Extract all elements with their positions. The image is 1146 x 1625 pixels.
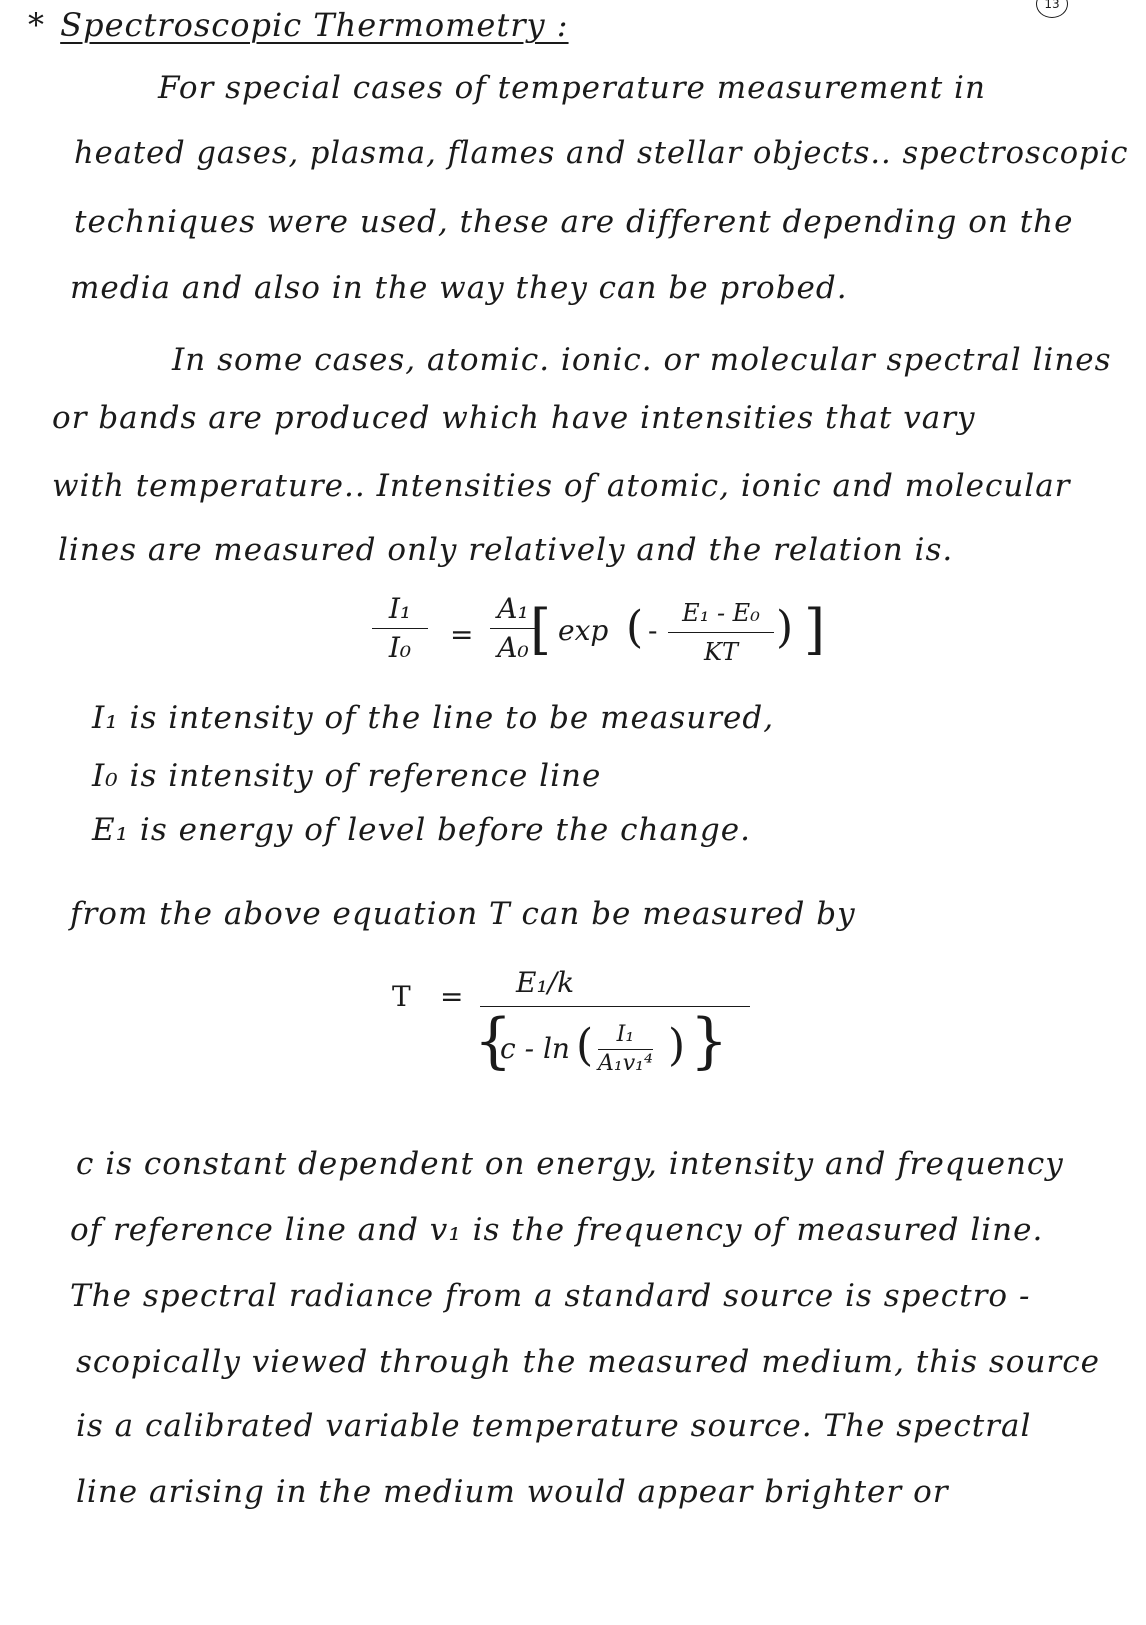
- section-heading: [28, 6, 569, 44]
- paragraph2-line-3: with temperature.. Intensities of atomic, ionic and molecular: [52, 468, 1071, 504]
- paragraph1-line-4: media and also in the way they can be probed.: [70, 270, 848, 306]
- eq1-bracket-close: ]: [804, 598, 826, 661]
- paragraph2-line-4: lines are measured only relatively and the relation is.: [58, 532, 954, 568]
- paragraph2-line-2: or bands are produced which have intensities that vary: [52, 400, 976, 436]
- eq2-inner-denominator: A₁v₁⁴: [598, 1051, 653, 1076]
- paragraph3-line-5: is a calibrated variable temperature source. The spectral: [76, 1408, 1032, 1444]
- eq1-exponent-fraction: [668, 596, 774, 669]
- definition-i1: I₁ is intensity of the line to be measured,: [92, 700, 775, 736]
- paragraph3-line-6: line arising in the medium would appear brighter or: [76, 1474, 949, 1510]
- eq1-lhs-denominator: I₀: [388, 631, 412, 664]
- eq2-c-minus-ln: c - ln: [500, 1032, 570, 1065]
- equation-intensity-ratio: [372, 592, 842, 684]
- paragraph3-line-1: c is constant dependent on energy, intensity and frequency: [76, 1146, 1064, 1182]
- eq1-exponent-denominator: KT: [704, 638, 738, 666]
- eq1-lhs-fraction-bar: [372, 628, 428, 629]
- paragraph3-line-4: scopically viewed through the measured medium, this source: [76, 1344, 1100, 1380]
- equation-temperature: [392, 966, 729, 1116]
- eq2-lhs: T: [392, 980, 411, 1013]
- eq1-exponent-numerator: E₁ - E₀: [682, 599, 760, 627]
- heading-title: Spectroscopic Thermometry :: [60, 6, 569, 44]
- eq2-equals: =: [440, 980, 464, 1013]
- eq1-bracket-open: [: [530, 598, 552, 661]
- paragraph3-line-3: The spectral radiance from a standard source is spectro -: [70, 1278, 1031, 1314]
- eq1-paren-close: ): [776, 602, 794, 653]
- eq1-coef-denominator: A₀: [497, 631, 529, 664]
- eq2-paren-close: ): [668, 1020, 686, 1071]
- paragraph2-line-1: In some cases, atomic. ionic. or molecular spectral lines: [172, 342, 1112, 378]
- eq1-lhs-numerator: I₁: [388, 592, 412, 625]
- eq1-exponent-fraction-bar: [668, 632, 774, 633]
- eq1-paren-open: (: [626, 602, 644, 653]
- paragraph1-line-2: heated gases, plasma, flames and stellar objects.. spectroscopic: [74, 136, 1129, 171]
- equation-lead-in: from the above equation T can be measured by: [70, 896, 856, 932]
- definition-e1: E₁ is energy of level before the change.: [92, 812, 751, 848]
- eq2-numerator: E₁/k: [516, 966, 575, 999]
- paragraph1-line-1: For special cases of temperature measurement in: [158, 70, 986, 106]
- eq2-brace-close: }: [690, 1006, 729, 1076]
- eq1-minus: -: [648, 614, 658, 647]
- page-number: 13: [1036, 0, 1068, 18]
- definition-i0: I₀ is intensity of reference line: [92, 758, 602, 794]
- paragraph1-line-3: techniques were used, these are different depending on the: [74, 204, 1074, 240]
- bullet-star: *: [28, 6, 45, 44]
- eq2-brace-open: {: [474, 1006, 513, 1076]
- eq2-inner-numerator: I₁: [616, 1022, 635, 1047]
- eq1-coef-numerator: A₁: [497, 592, 529, 625]
- eq1-exp-label: exp: [558, 614, 609, 647]
- paragraph3-line-2: of reference line and v₁ is the frequency of measured line.: [70, 1212, 1044, 1248]
- eq2-inner-fraction: [598, 1022, 653, 1077]
- eq1-lhs-fraction: [372, 592, 428, 665]
- eq1-equals: =: [450, 618, 474, 651]
- eq2-paren-open: (: [576, 1020, 594, 1071]
- eq2-inner-fraction-bar: [598, 1049, 653, 1050]
